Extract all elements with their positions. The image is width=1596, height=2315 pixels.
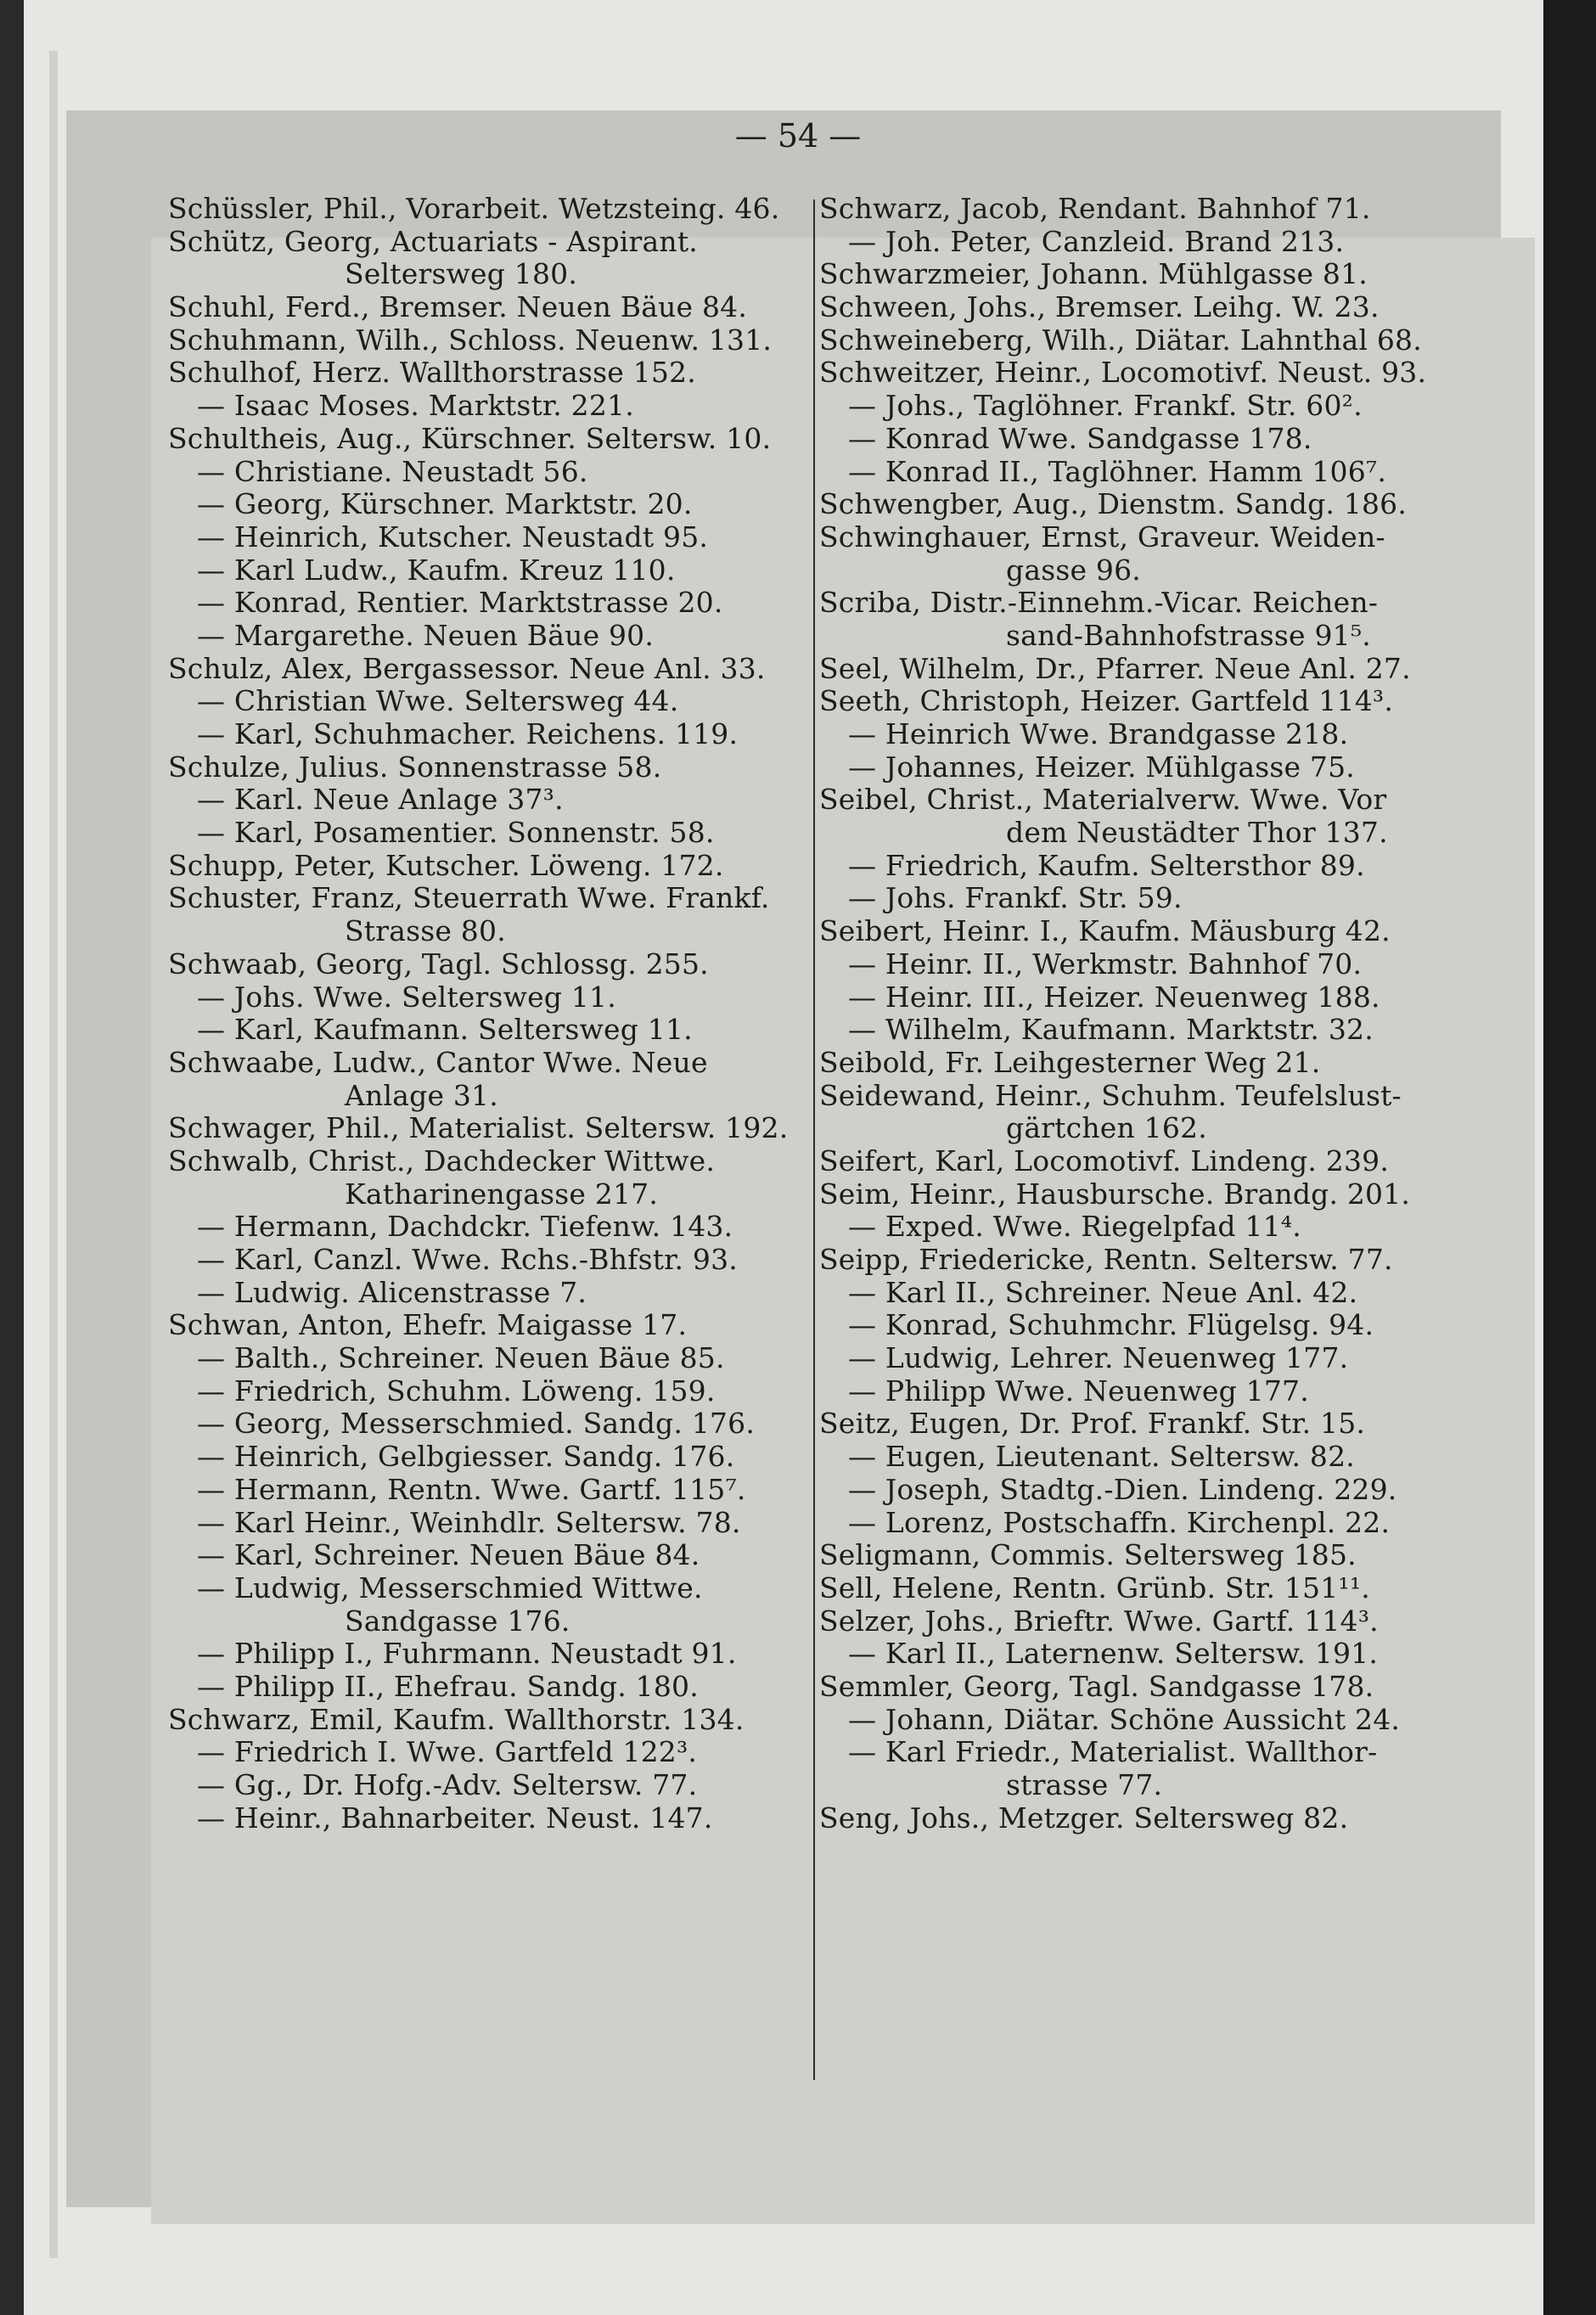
directory-entry: Schütz, Georg, Actuariats - Aspirant.	[168, 225, 698, 258]
directory-entry: — Heinrich, Kutscher. Neustadt 95.	[197, 520, 709, 553]
directory-entry-continuation: Sandgasse 176.	[345, 1604, 570, 1638]
directory-entry: Schwaabe, Ludw., Cantor Wwe. Neue	[168, 1046, 708, 1079]
directory-entry: — Karl. Neue Anlage 37³.	[197, 784, 564, 817]
directory-entry: Seitz, Eugen, Dr. Prof. Frankf. Str. 15.	[819, 1408, 1366, 1441]
directory-entry: Seibold, Fr. Leihgesterner Weg 21.	[819, 1046, 1321, 1079]
directory-entry: Seng, Johs., Metzger. Seltersweg 82.	[819, 1801, 1349, 1835]
directory-entry: Schuster, Franz, Steuerrath Wwe. Frankf.	[168, 882, 770, 915]
directory-entry: — Georg, Kürschner. Marktstr. 20.	[197, 488, 693, 521]
directory-entry: — Ludwig, Messerschmied Wittwe.	[197, 1571, 703, 1604]
directory-entry: Schupp, Peter, Kutscher. Löweng. 172.	[168, 849, 724, 882]
directory-entry: — Hermann, Dachdckr. Tiefenw. 143.	[197, 1211, 733, 1244]
directory-entry: Seel, Wilhelm, Dr., Pfarrer. Neue Anl. 27.	[819, 652, 1411, 685]
directory-entry: Seidewand, Heinr., Schuhm. Teufelslust-	[819, 1079, 1402, 1112]
directory-entry: — Karl Ludw., Kaufm. Kreuz 110.	[197, 553, 676, 587]
directory-entry: — Joseph, Stadtg.-Dien. Lindeng. 229.	[848, 1473, 1397, 1506]
directory-entry: Schwarz, Jacob, Rendant. Bahnhof 71.	[819, 193, 1371, 225]
directory-entry: Seibert, Heinr. I., Kaufm. Mäusburg 42.	[819, 915, 1391, 948]
page-edge	[49, 51, 58, 2258]
directory-entry: Schulze, Julius. Sonnenstrasse 58.	[168, 750, 662, 784]
directory-entry: — Karl Friedr., Materialist. Wallthor-	[848, 1736, 1378, 1769]
directory-entry: Schuhmann, Wilh., Schloss. Neuenw. 131.	[168, 323, 773, 357]
directory-entry: — Johs. Frankf. Str. 59.	[848, 882, 1183, 915]
directory-entry: — Philipp Wwe. Neuenweg 177.	[848, 1374, 1309, 1408]
directory-entry: — Isaac Moses. Marktstr. 221.	[197, 390, 634, 423]
directory-entry: — Karl II., Schreiner. Neue Anl. 42.	[848, 1276, 1358, 1309]
directory-entry: — Friedrich I. Wwe. Gartfeld 122³.	[197, 1736, 698, 1769]
directory-entry: — Karl Heinr., Weinhdlr. Seltersw. 78.	[197, 1506, 741, 1539]
directory-entry: — Konrad, Schuhmchr. Flügelsg. 94.	[848, 1309, 1374, 1342]
directory-entry: — Konrad, Rentier. Marktstrasse 20.	[197, 587, 723, 620]
directory-entry: — Exped. Wwe. Riegelpfad 11⁴.	[848, 1211, 1301, 1244]
directory-entry: Semmler, Georg, Tagl. Sandgasse 178.	[819, 1670, 1374, 1703]
directory-entry: Selzer, Johs., Brieftr. Wwe. Gartf. 114³.	[819, 1604, 1379, 1638]
directory-entry: Schulz, Alex, Bergassessor. Neue Anl. 33.	[168, 652, 766, 685]
directory-entry: — Hermann, Rentn. Wwe. Gartf. 115⁷.	[197, 1473, 746, 1506]
directory-entry: — Heinr., Bahnarbeiter. Neust. 147.	[197, 1801, 713, 1835]
directory-entry: Sell, Helene, Rentn. Grünb. Str. 151¹¹.	[819, 1571, 1370, 1604]
directory-entry: — Margarethe. Neuen Bäue 90.	[197, 619, 655, 652]
directory-entry: Schwarzmeier, Johann. Mühlgasse 81.	[819, 258, 1368, 291]
directory-entry: — Eugen, Lieutenant. Seltersw. 82.	[848, 1441, 1355, 1474]
left-column	[168, 193, 798, 1835]
directory-entry: Schuhl, Ferd., Bremser. Neuen Bäue 84.	[168, 291, 748, 324]
directory-entry: — Christian Wwe. Seltersweg 44.	[197, 685, 679, 718]
directory-entry: Schwan, Anton, Ehefr. Maigasse 17.	[168, 1309, 688, 1342]
directory-entry: — Wilhelm, Kaufmann. Marktstr. 32.	[848, 1014, 1374, 1047]
directory-entry: Schwinghauer, Ernst, Graveur. Weiden-	[819, 520, 1385, 553]
directory-entry: — Heinrich Wwe. Brandgasse 218.	[848, 718, 1349, 750]
directory-entry: Schulhof, Herz. Wallthorstrasse 152.	[168, 357, 696, 390]
directory-entry: Schwaab, Georg, Tagl. Schlossg. 255.	[168, 947, 709, 981]
directory-entry-continuation: Seltersweg 180.	[345, 258, 578, 291]
directory-entry: Schweitzer, Heinr., Locomotivf. Neust. 93.	[819, 357, 1427, 390]
directory-entry: — Karl, Canzl. Wwe. Rchs.-Bhfstr. 93.	[197, 1244, 738, 1276]
directory-entry: — Karl, Schreiner. Neuen Bäue 84.	[197, 1539, 700, 1572]
directory-entry: Scriba, Distr.-Einnehm.-Vicar. Reichen-	[819, 587, 1379, 620]
directory-entry: Seifert, Karl, Locomotivf. Lindeng. 239.	[819, 1144, 1390, 1177]
directory-entry: Seligmann, Commis. Seltersweg 185.	[819, 1539, 1357, 1572]
directory-entry-continuation: gärtchen 162.	[1006, 1112, 1207, 1145]
directory-entry: — Georg, Messerschmied. Sandg. 176.	[197, 1408, 756, 1441]
directory-entry: — Karl, Kaufmann. Seltersweg 11.	[197, 1014, 693, 1047]
directory-entry: — Heinrich, Gelbgiesser. Sandg. 176.	[197, 1441, 735, 1474]
directory-entry: — Karl, Posamentier. Sonnenstr. 58.	[197, 817, 715, 850]
page-number: — 54 —	[734, 117, 862, 155]
directory-entry-continuation: Strasse 80.	[345, 915, 506, 948]
directory-entry: Schwengber, Aug., Dienstm. Sandg. 186.	[819, 488, 1408, 521]
directory-entry: — Heinr. III., Heizer. Neuenweg 188.	[848, 981, 1380, 1014]
directory-entry: Schultheis, Aug., Kürschner. Seltersw. 10.	[168, 422, 772, 455]
directory-entry: — Philipp II., Ehefrau. Sandg. 180.	[197, 1670, 699, 1703]
directory-entry: Schwalb, Christ., Dachdecker Wittwe.	[168, 1144, 716, 1177]
directory-entry: — Friedrich, Schuhm. Löweng. 159.	[197, 1374, 716, 1408]
directory-entry: — Friedrich, Kaufm. Seltersthor 89.	[848, 849, 1365, 882]
directory-entry: — Karl II., Laternenw. Seltersw. 191.	[848, 1638, 1379, 1671]
directory-entry: — Ludwig, Lehrer. Neuenweg 177.	[848, 1342, 1349, 1375]
directory-entry: Schween, Johs., Bremser. Leihg. W. 23.	[819, 291, 1380, 324]
directory-entry: — Johannes, Heizer. Mühlgasse 75.	[848, 750, 1355, 784]
directory-entry: — Philipp I., Fuhrmann. Neustadt 91.	[197, 1638, 737, 1671]
directory-entry-continuation: sand-Bahnhofstrasse 91⁵.	[1006, 619, 1371, 652]
directory-entry-continuation: Anlage 31.	[345, 1079, 498, 1112]
directory-entry: Seipp, Friedericke, Rentn. Seltersw. 77.	[819, 1244, 1393, 1276]
directory-entry: Schüssler, Phil., Vorarbeit. Wetzsteing. 46.	[168, 193, 780, 225]
column-divider	[813, 199, 815, 2080]
directory-entry: — Konrad Wwe. Sandgasse 178.	[848, 422, 1312, 455]
directory-entry: — Johs., Taglöhner. Frankf. Str. 60².	[848, 390, 1363, 423]
directory-entry: Schwager, Phil., Materialist. Seltersw. 192.	[168, 1112, 789, 1145]
directory-entry: Seeth, Christoph, Heizer. Gartfeld 114³.	[819, 685, 1394, 718]
directory-entry: — Johann, Diätar. Schöne Aussicht 24.	[848, 1703, 1401, 1736]
right-column	[819, 193, 1456, 1835]
directory-entry: Schwarz, Emil, Kaufm. Wallthorstr. 134.	[168, 1703, 745, 1736]
directory-entry: Seim, Heinr., Hausbursche. Brandg. 201.	[819, 1177, 1411, 1211]
directory-entry: — Gg., Dr. Hofg.-Adv. Seltersw. 77.	[197, 1769, 698, 1801]
directory-entry-continuation: strasse 77.	[1006, 1769, 1163, 1801]
directory-entry-continuation: gasse 96.	[1006, 553, 1141, 587]
directory-entry: — Konrad II., Taglöhner. Hamm 106⁷.	[848, 455, 1387, 488]
directory-entry: — Johs. Wwe. Seltersweg 11.	[197, 981, 616, 1014]
directory-entry: — Heinr. II., Werkmstr. Bahnhof 70.	[848, 947, 1363, 981]
directory-entry-continuation: dem Neustädter Thor 137.	[1006, 817, 1388, 850]
directory-entry: Seibel, Christ., Materialverw. Wwe. Vor	[819, 784, 1387, 817]
directory-entry: — Lorenz, Postschaffn. Kirchenpl. 22.	[848, 1506, 1391, 1539]
directory-entry: — Balth., Schreiner. Neuen Bäue 85.	[197, 1342, 725, 1375]
directory-entry-continuation: Katharinengasse 217.	[345, 1177, 659, 1211]
directory-entry: — Christiane. Neustadt 56.	[197, 455, 588, 488]
directory-entry: — Karl, Schuhmacher. Reichens. 119.	[197, 718, 739, 750]
directory-entry: — Joh. Peter, Canzleid. Brand 213.	[848, 225, 1345, 258]
directory-entry: — Ludwig. Alicenstrasse 7.	[197, 1276, 587, 1309]
book-spine	[1543, 0, 1596, 2315]
directory-entry: Schweineberg, Wilh., Diätar. Lahnthal 68.	[819, 323, 1422, 357]
